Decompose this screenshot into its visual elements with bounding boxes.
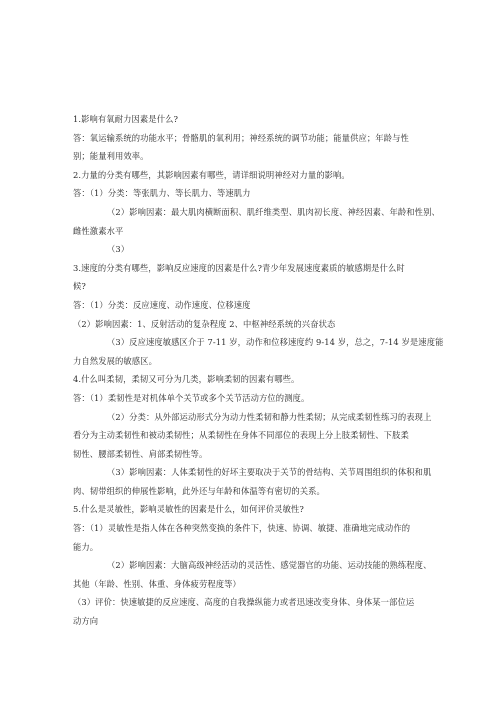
answer-5-line: 其他（年龄、性别、体重、身体疲劳程度等）: [73, 578, 241, 589]
answer-3-line: 答：（1）分类：反应速度、动作速度、位移速度: [73, 299, 251, 310]
answer-4-line: （3）影响因素：人体柔韧性的好坏主要取决于关节的骨结构、关节周围组织的体积和肌: [107, 467, 432, 478]
answer-5-line: 动方向: [73, 616, 99, 627]
question-5-title: 5.什么是灵敏性，影响灵敏性的因素是什么，如何评价灵敏性?: [73, 504, 304, 515]
answer-5-line: （3）评价：快速敏捷的反应速度、高度的自我操纵能力或者迅速改变身体、身体某一部位运: [73, 597, 415, 608]
question-1-title: 1.影响有氧耐力因素是什么?: [73, 114, 179, 124]
answer-2-line: 雌性激素水平: [73, 225, 124, 236]
answer-5-line: 答：（1）灵敏性是指人体在各种突然变换的条件下，快速、协调、敏捷、准确地完成动作的: [73, 523, 411, 534]
answer-1-line: 答：氧运输系统的功能水平；骨骼肌的氧利用；神经系统的调节功能；能量供应；年龄与性: [73, 132, 409, 143]
question-3-title: 候?: [73, 281, 86, 292]
document-body: [73, 110, 444, 631]
answer-4-line: 韧性、腰部柔韧性、肩部柔韧性等。: [73, 448, 208, 459]
question-2-title: 2.力量的分类有哪些，其影响因素有哪些，请详细说明神经对力量的影响。: [73, 169, 350, 180]
answer-1-line: 别；能量利用效率。: [73, 151, 149, 162]
answer-4-line: （2）分类：从外部运动形式分为动力性柔韧和静力性柔韧；从完成柔韧性练习的表现上: [107, 411, 432, 422]
answer-4-line: 看分为主动柔韧性和被动柔韧性；从柔韧性在身体不同部位的表现上分上肢柔韧性、下肢柔: [73, 430, 409, 441]
answer-3-line: （2）影响因素：1、反射活动的复杂程度 2、中枢神经系统的兴奋状态: [73, 318, 336, 329]
answer-5-line: （2）影响因素：大脑高级神经活动的灵活性、感觉器官的功能、运动技能的熟练程度、: [107, 560, 432, 571]
answer-4-line: 答：（1）柔韧性是对机体单个关节或多个关节活动方位的测度。: [73, 392, 310, 403]
answer-2-line: 答：（1）分类：等张肌力、等长肌力、等速肌力: [73, 188, 251, 199]
answer-3-line: 力自然发展的敏感区。: [73, 355, 157, 366]
question-3-title: 3.速度的分类有哪些，影响反应速度的因素是什么?青少年发展速度素质的敏感期是什么时: [73, 262, 405, 273]
answer-2-line: （3）: [107, 244, 130, 255]
question-4-title: 4.什么叫柔韧，柔韧又可分为几类，影响柔韧的因素有哪些。: [73, 374, 300, 385]
answer-2-line: （2）影响因素：最大肌肉横断面积、肌纤维类型、肌肉初长度、神经因素、年龄和性别、: [107, 206, 440, 217]
answer-4-line: 肉、韧带组织的伸展性影响，此外还与年龄和体温等有密切的关系。: [73, 485, 325, 496]
answer-3-line: （3）反应速度敏感区介于 7-11 岁，动作和位移速度约 9-14 岁，总之，7-14 岁是速度能: [107, 337, 444, 348]
answer-5-line: 能力。: [73, 541, 99, 552]
